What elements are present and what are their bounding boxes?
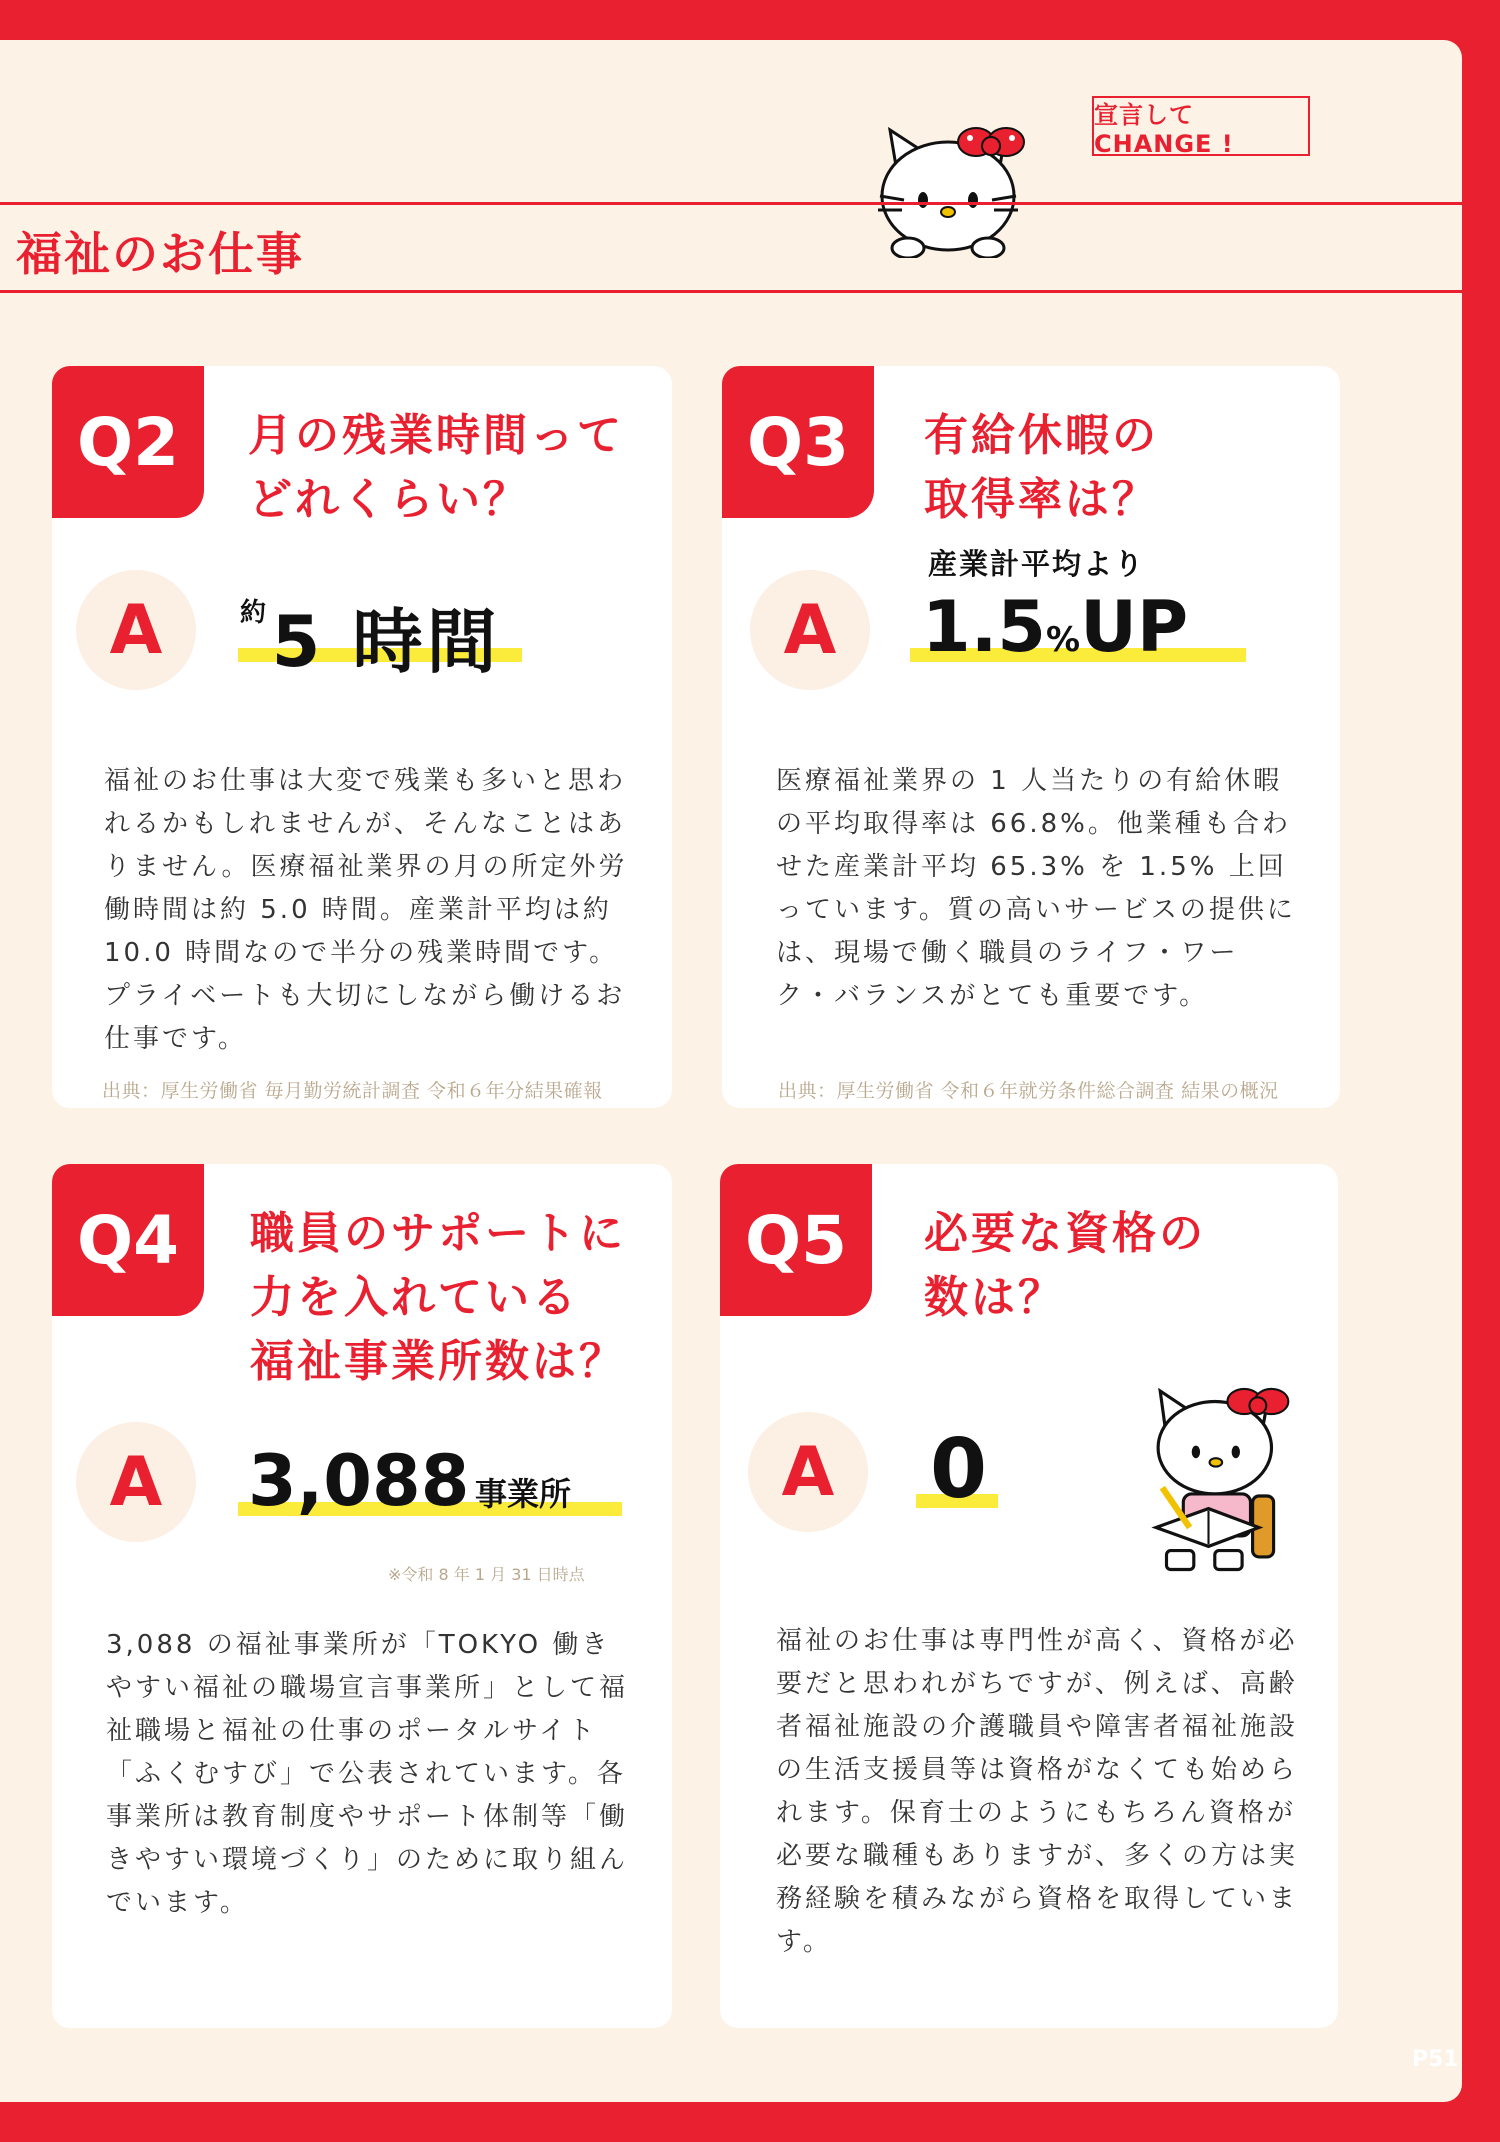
q3-card xyxy=(722,366,1340,1108)
q2-source: 出典：厚生労働省 毎月勤労統計調査 令和６年分結果確報 xyxy=(102,1080,603,1102)
page-panel xyxy=(0,40,1462,2102)
q4-badge: Q4 xyxy=(52,1164,204,1316)
q2-body: 福祉のお仕事は大変で残業も多いと思われるかもしれませんが、そんなことはありません。医療福祉業界の月の所定外労働時間は約 5.0 時間。産業計平均は約 10.0 時間なので半分の残業時間です。プライベートも大切にしながら働けるお仕事です。 xyxy=(104,766,628,1054)
kitty-studying-illustration xyxy=(1134,1370,1304,1580)
section-title: 福祉のお仕事 xyxy=(16,227,304,281)
q3-answer-badge: A xyxy=(750,570,870,690)
q5-answer: 0 xyxy=(930,1422,988,1517)
q2-answer: 約 5 時間 xyxy=(240,598,501,683)
q5-answer-badge: A xyxy=(748,1412,868,1532)
header-rule-top xyxy=(0,202,1462,205)
q2-answer-badge: A xyxy=(76,570,196,690)
kitty-head-illustration xyxy=(868,108,1028,258)
q5-body: 福祉のお仕事は専門性が高く、資格が必要だと思われがちですが、例えば、高齢者福祉施設の介護職員や障害者福祉施設の生活支援員等は資格がなくても始められます。保育士のようにもちろん資格が必要な職種もありますが、多くの方は実務経験を積みながら資格を取得しています。 xyxy=(776,1626,1299,1957)
q4-answer-badge: A xyxy=(76,1422,196,1542)
q3-body: 医療福祉業界の 1 人当たりの有給休暇の平均取得率は 66.8%。他業種も合わせた産業計平均 65.3% を 1.5% 上回っています。質の高いサービスの提供には、現場で働く職員のライフ・ワーク・バランスがとても重要です。 xyxy=(776,766,1296,1011)
q5-question: 必要な資格の 数は？ xyxy=(924,1208,1206,1323)
q4-answer: 3,088 事業所 xyxy=(248,1440,572,1522)
q4-body: 3,088 の福祉事業所が「TOKYO 働きやすい福祉の職場宣言事業所」として福祉職場と福祉の仕事のポータルサイト「ふくむすび」で公表されています。各事業所は教育制度やサポート体制等「働きやすい環境づくり」のために取り組んでいます。 xyxy=(106,1630,629,1918)
q2-badge: Q2 xyxy=(52,366,204,518)
q3-question: 有給休暇の 取得率は？ xyxy=(924,410,1159,525)
change-tag: 宣言して CHANGE ! xyxy=(1092,96,1310,156)
q5-badge: Q5 xyxy=(720,1164,872,1316)
q3-source: 出典：厚生労働省 令和６年就労条件総合調査 結果の概況 xyxy=(778,1080,1279,1102)
q2-card xyxy=(52,366,672,1108)
header-rule-bottom xyxy=(0,290,1462,293)
q4-card xyxy=(52,1164,672,2028)
page-number: P51 xyxy=(1412,2046,1459,2072)
q5-card xyxy=(720,1164,1338,2028)
q3-badge: Q3 xyxy=(722,366,874,518)
q2-question: 月の残業時間って どれくらい？ xyxy=(248,410,624,525)
q3-answer: 1.5%UP xyxy=(922,586,1189,668)
q4-note: ※令和 8 年 1 月 31 日時点 xyxy=(388,1565,585,1584)
q4-question: 職員のサポートに 力を入れている 福祉事業所数は？ xyxy=(250,1208,626,1387)
q3-answer-caption: 産業計平均より xyxy=(928,547,1146,581)
